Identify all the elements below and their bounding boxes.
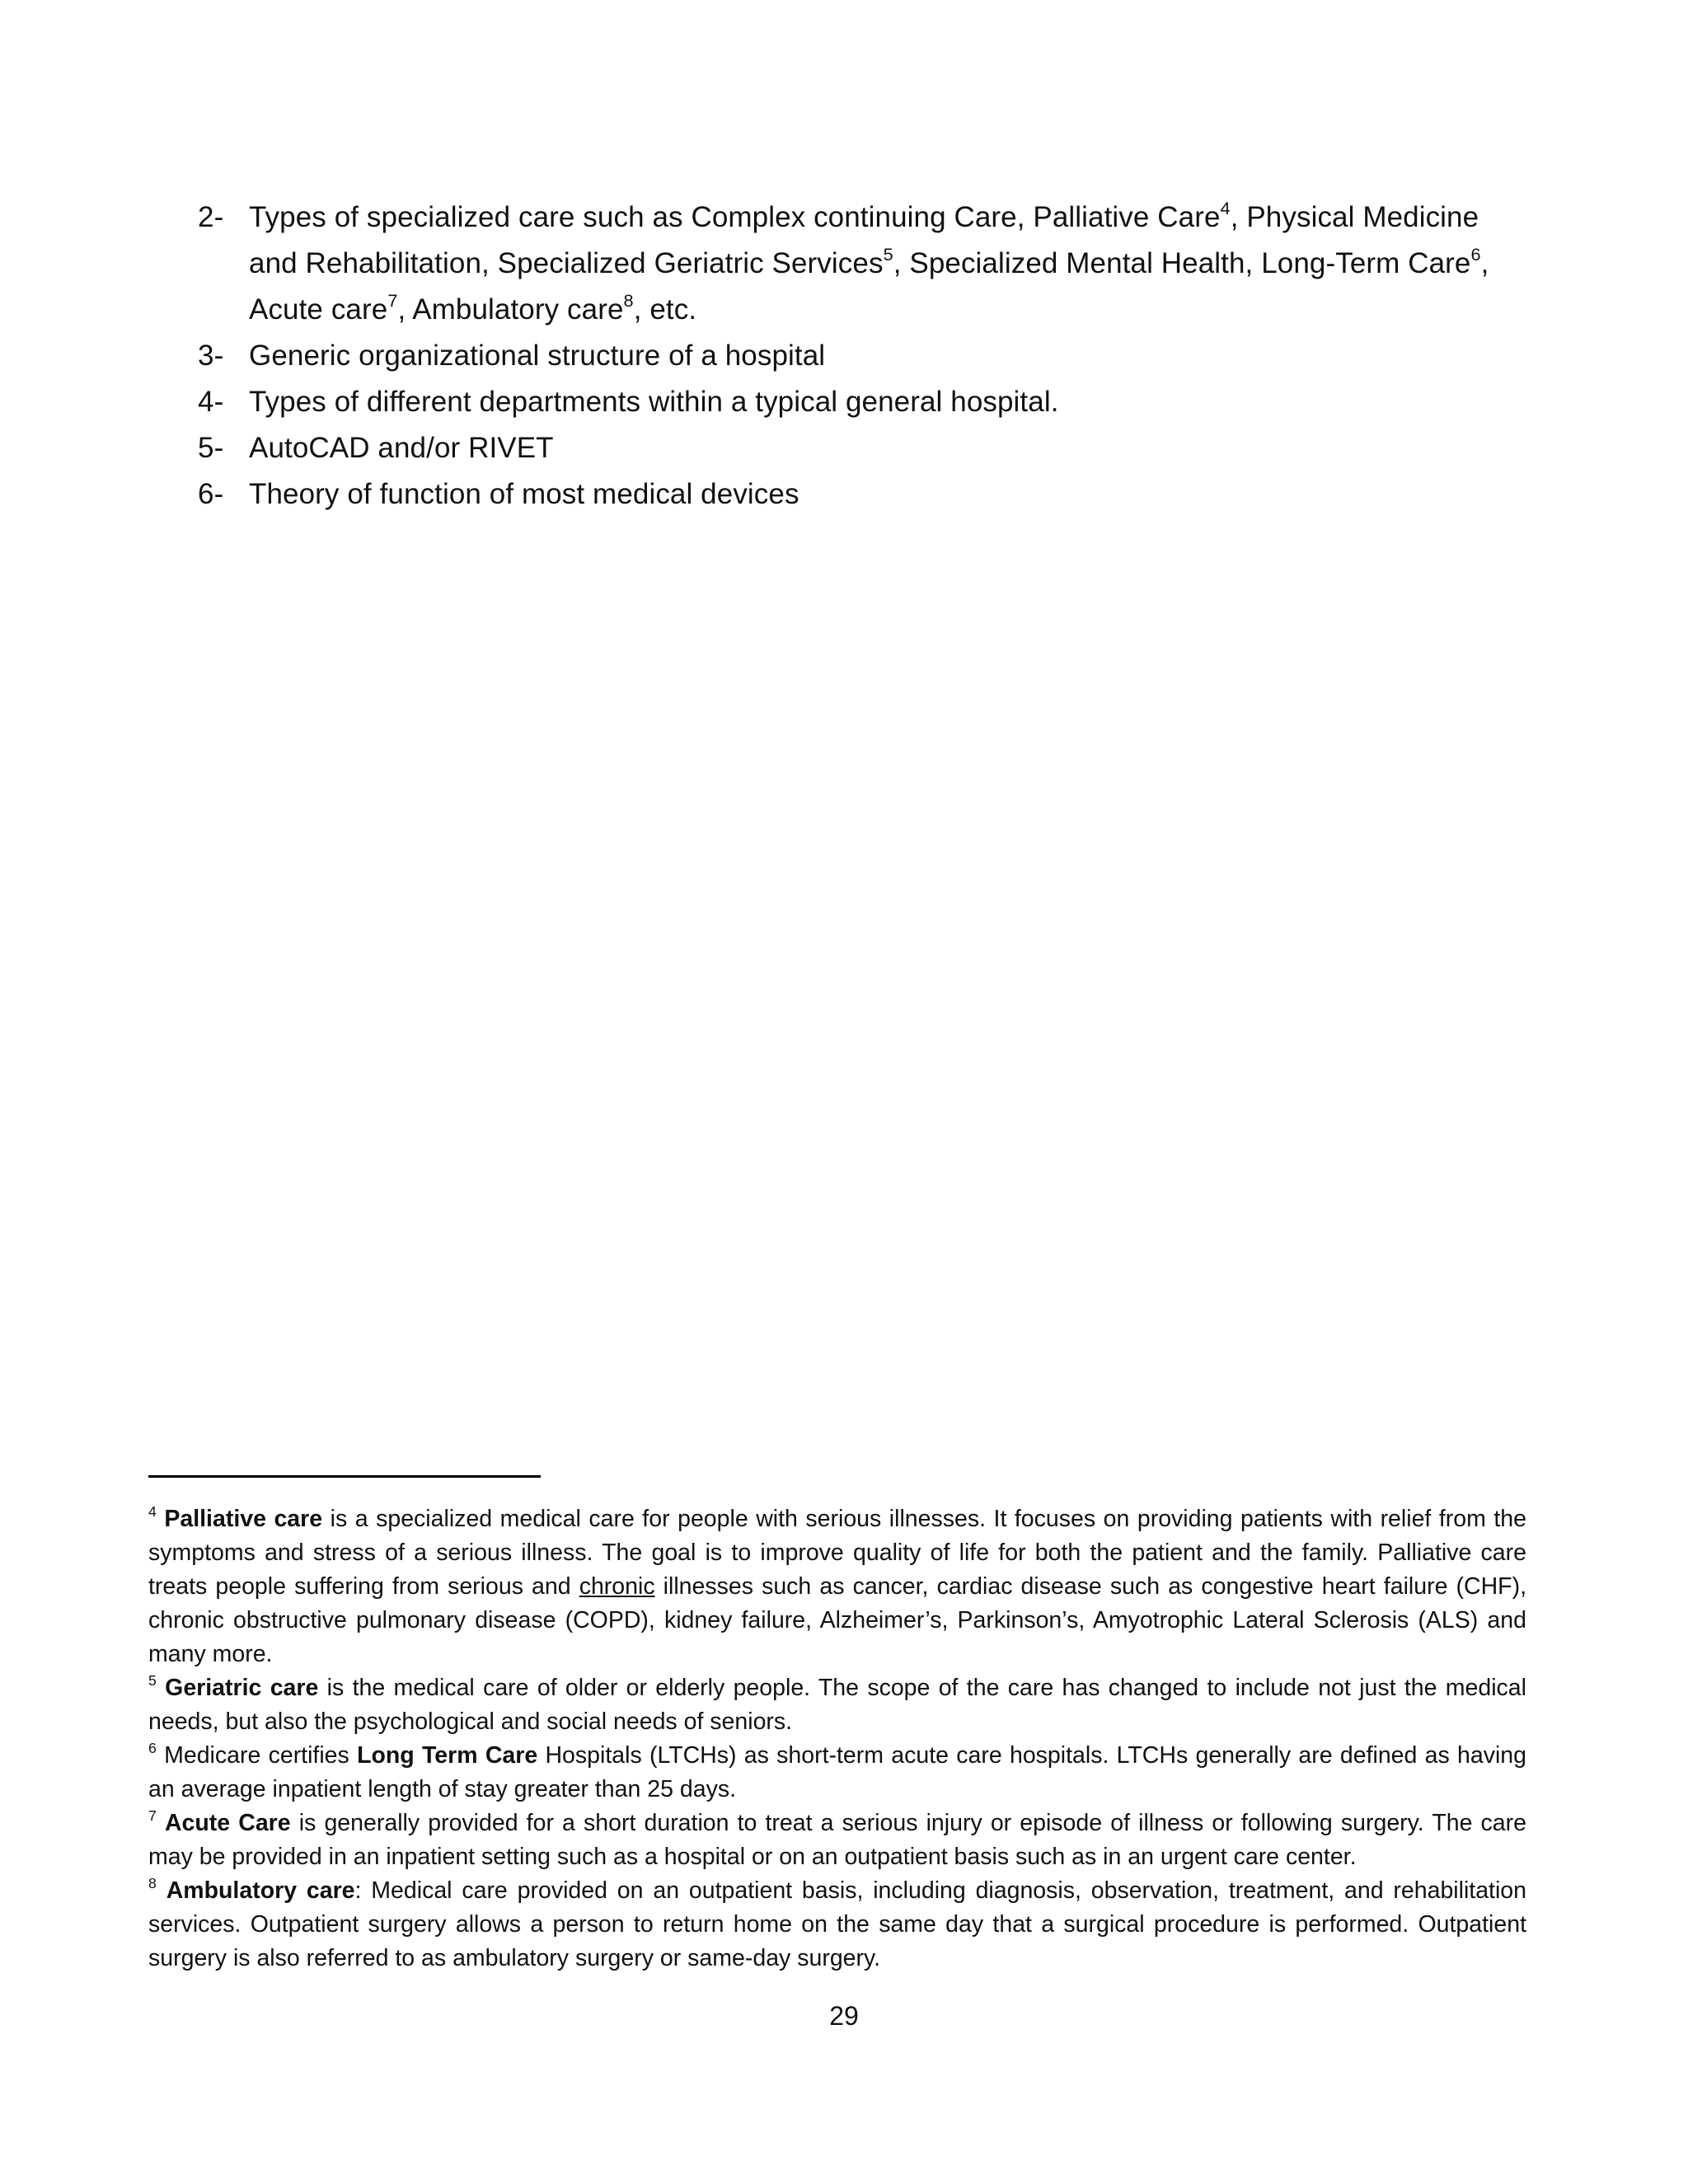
list-item-number: 5- <box>198 432 224 464</box>
list-item-text: AutoCAD and/or RIVET <box>249 432 554 464</box>
list-item <box>198 333 1533 379</box>
footnote-marker: 8 <box>148 1874 157 1891</box>
footnote: $^4$ Palliative care is a specialized medical care for people with serious illnesses. It focuses on providing patients with relief from the symptoms and stress of a serious illness. The goal is to improve quality of life for both the patient and the family. Palliative care treats people suffering from serious and chronic illnesses such as cancer, cardiac disease such as congestive heart failure (CHF), chronic obstructive pulmonary disease (COPD), kidney failure, Alzheimer’s, Parkinson’s, Amyotrophic Lateral Sclerosis (ALS) and many more. <box>148 1502 1527 1667</box>
footnote-marker: 6 <box>148 1739 157 1756</box>
list-item-number: 2- <box>198 201 224 233</box>
list-item <box>198 425 1533 471</box>
footnote-term: Ambulatory care <box>166 1877 355 1904</box>
list-item-text: Types of different departments within a typical general hospital. <box>249 386 1059 418</box>
footnote-ref[interactable]: 5 <box>883 244 893 265</box>
footnote-marker: 5 <box>148 1671 157 1689</box>
list-item-text: Types of specialized care such as Complex continuing Care, Palliative Care$^4$, Physical Medicine and Rehabilitation, Specialized Geriatric Services$^5$, Specialized Mental Health, Long-Term Care$^6$, Acute care$^7$, Ambulatory care$^8$, etc. <box>249 198 1489 326</box>
list-item-text: Generic organizational structure of a hospital <box>249 340 826 372</box>
footnote-ref[interactable]: 6 <box>1470 244 1481 265</box>
footnote-term: Acute Care <box>164 1810 291 1836</box>
footnote-marker: 4 <box>148 1502 157 1520</box>
page-number: 29 <box>829 2001 859 2031</box>
footnote: $^8$ Ambulatory care: Medical care provided on an outpatient basis, including diagnosis, observation, treatment, and rehabilitation services. Outpatient surgery allows a person to return home on the same day that a surgical procedure is performed. Outpatient surgery is also referred to as ambulatory surgery or same-day surgery. <box>148 1874 1527 1971</box>
footnote: $^7$ Acute Care is generally provided for a short duration to treat a serious injury or episode of illness or following surgery. The care may be provided in an inpatient setting such as a hospital or on an outpatient basis such as in an urgent care center. <box>148 1807 1527 1870</box>
list-item-number: 3- <box>198 340 224 372</box>
footnote-ref[interactable]: 7 <box>387 290 398 312</box>
footnote-term: Palliative care <box>164 1506 323 1532</box>
list-item <box>198 194 1533 333</box>
list-item-number: 4- <box>198 386 224 418</box>
footnote-ref[interactable]: 4 <box>1220 198 1231 219</box>
numbered-list <box>198 194 1533 518</box>
footnote-term: Long Term Care <box>357 1742 538 1769</box>
footnotes-section <box>148 1502 1526 1975</box>
footnote-link[interactable]: chronic <box>579 1573 655 1600</box>
footnote: $^6$ Medicare certifies Long Term Care Hospitals (LTCHs) as short-term acute care hospitals. LTCHs generally are defined as having an average inpatient length of stay greater than 25 days. <box>148 1739 1527 1802</box>
list-item <box>198 379 1533 425</box>
footnote-marker: 7 <box>148 1807 157 1824</box>
list-item-text: Theory of function of most medical devices <box>249 478 799 510</box>
list-item-number: 6- <box>198 478 224 510</box>
footnote-separator <box>148 1475 541 1478</box>
footnote-ref[interactable]: 8 <box>623 290 634 312</box>
list-item <box>198 471 1533 518</box>
footnote: $^5$ Geriatric care is the medical care of older or elderly people. The scope of the care has changed to include not just the medical needs, but also the psychological and social needs of seniors. <box>148 1671 1526 1735</box>
footnote-term: Geriatric care <box>165 1675 319 1701</box>
